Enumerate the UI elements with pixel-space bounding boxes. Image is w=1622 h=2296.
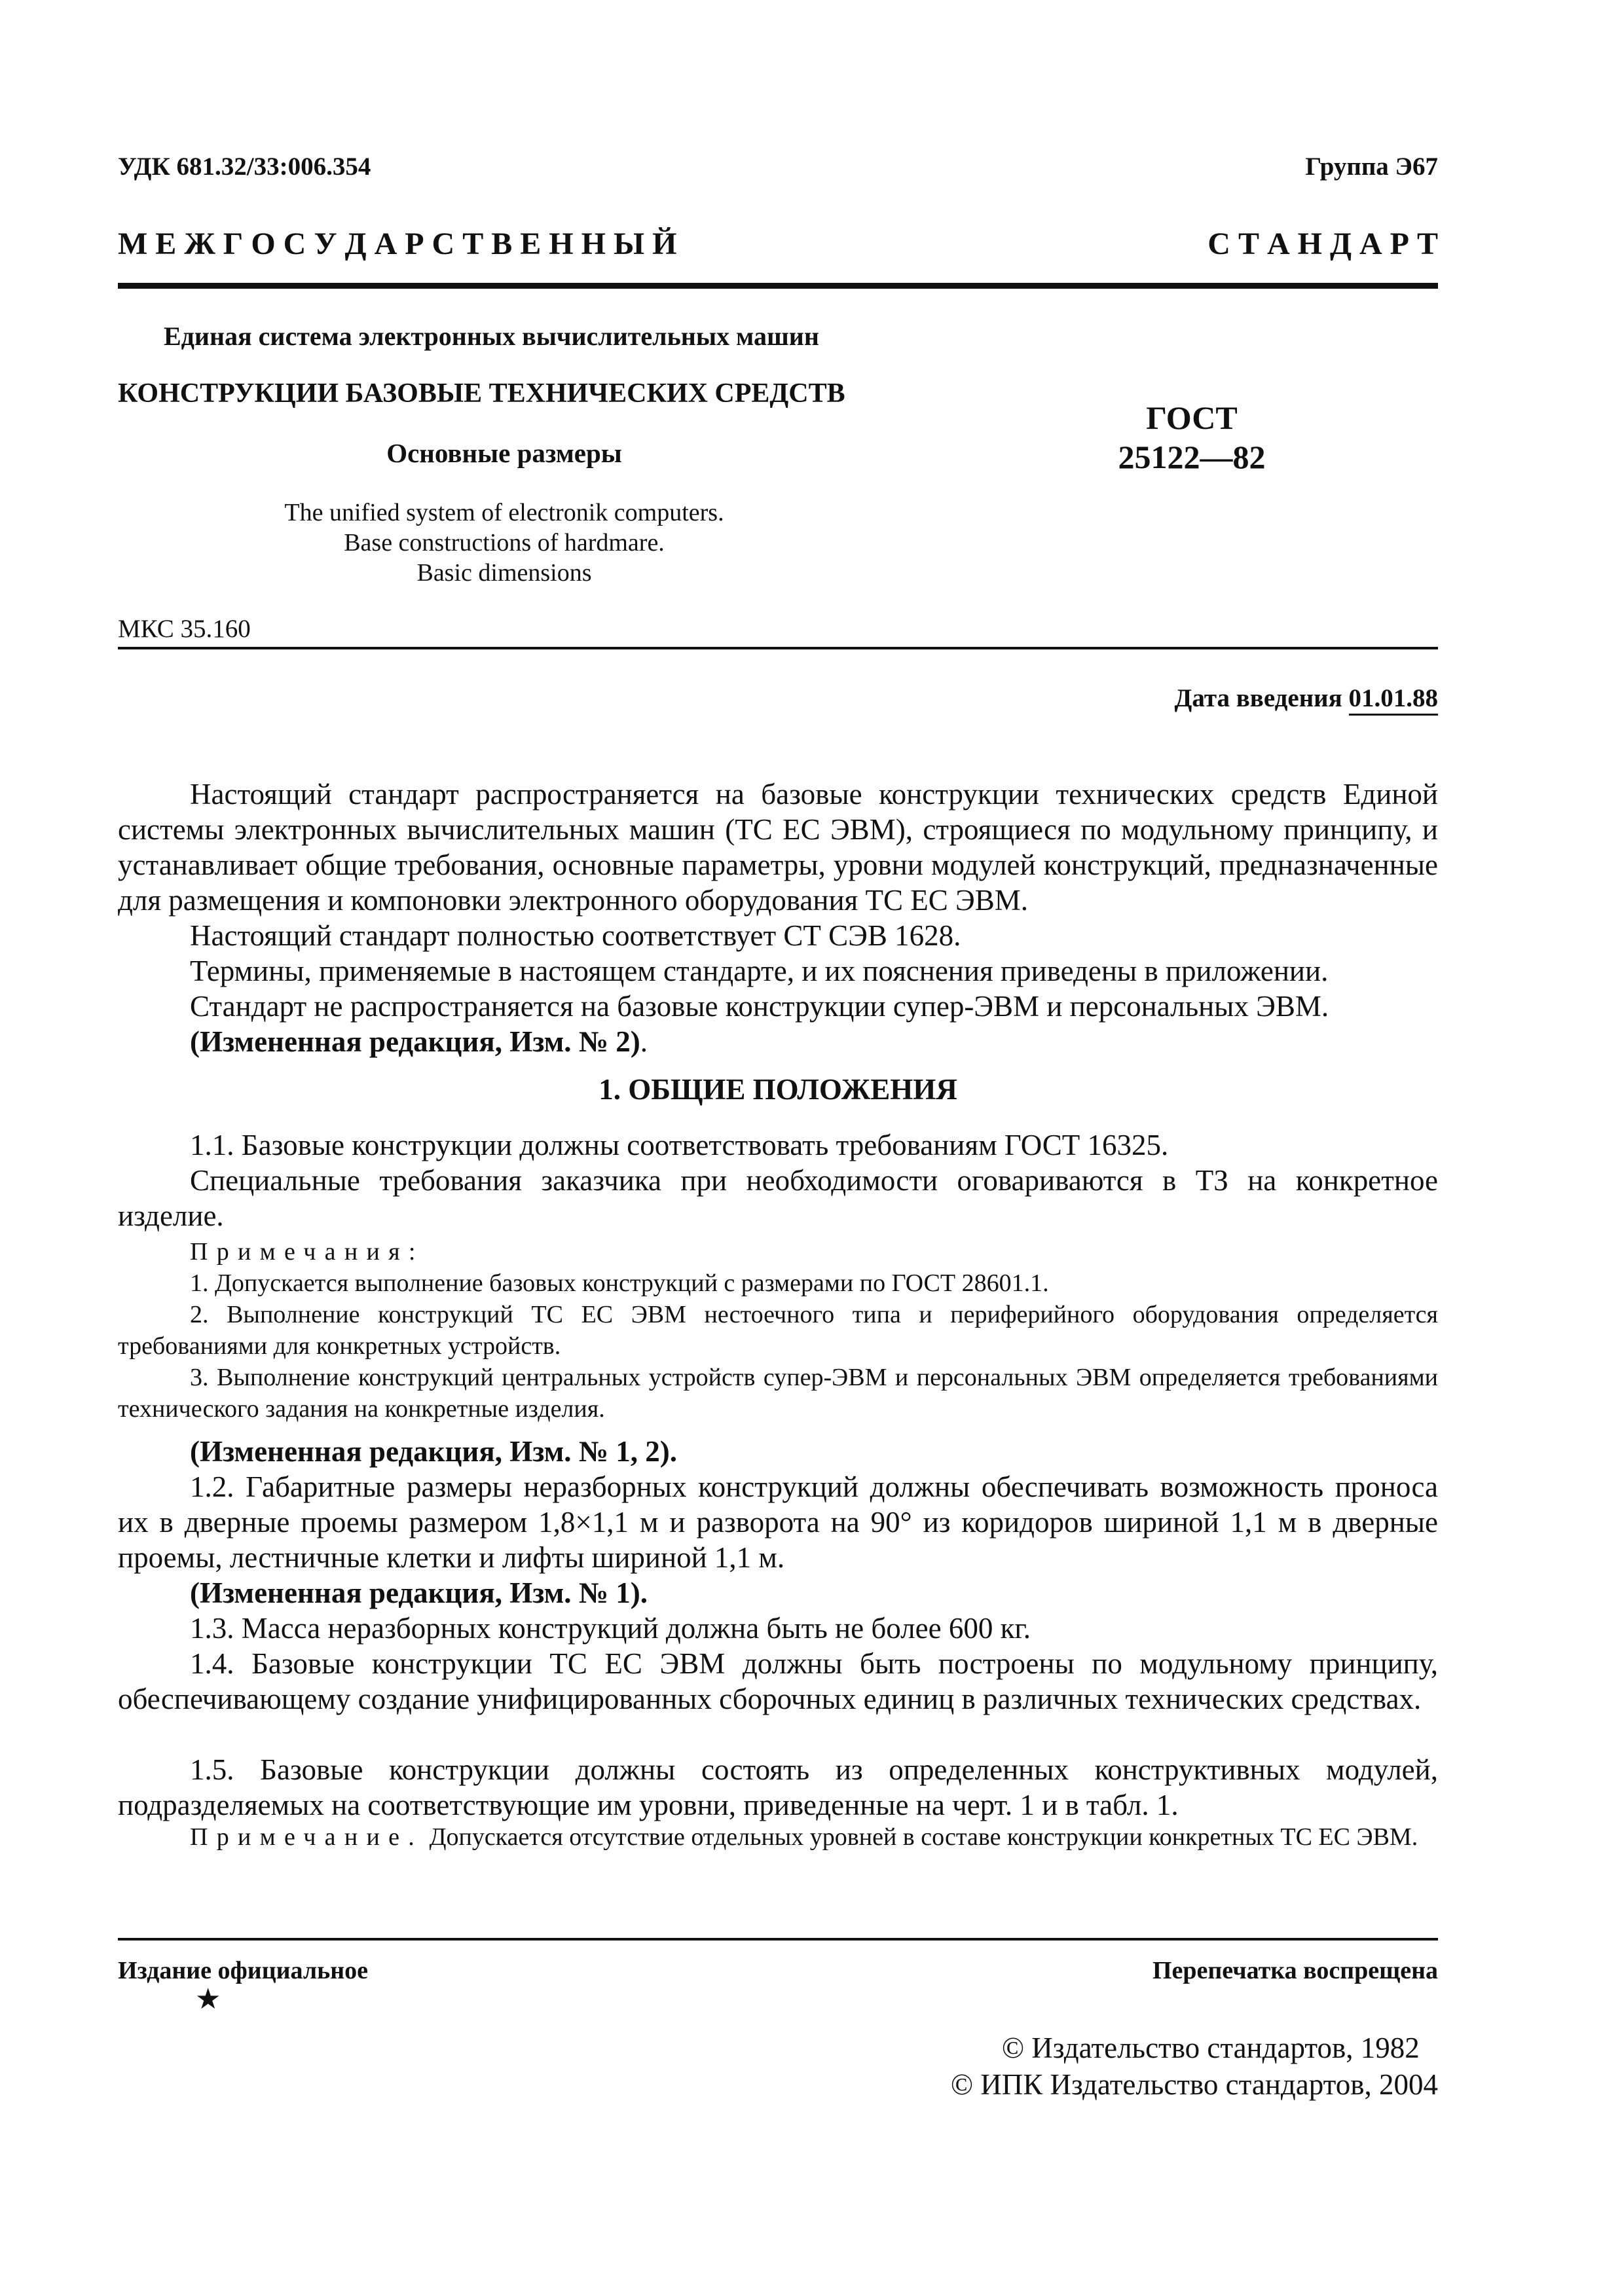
clause-1-1-paragraph: Специальные требования заказчика при необходимости оговариваются в ТЗ на конкретное изделие.	[118, 1164, 1438, 1232]
title-rule	[118, 647, 1438, 649]
group-code: Группа Э67	[1305, 153, 1438, 181]
introduction-date	[1175, 683, 1438, 713]
copyright-line: © ИПК Издательство стандартов, 2004	[950, 2068, 1438, 2101]
mks-code: МКС 35.160	[118, 615, 251, 643]
change-note-tail: .	[640, 1025, 648, 1058]
gost-number: 25122—82	[1118, 439, 1266, 475]
udk-code: УДК 681.32/33:006.354	[118, 153, 371, 181]
intro-paragraph: Стандарт не распространяется на базовые конструкции супер-ЭВМ и персональных ЭВМ.	[190, 990, 1329, 1023]
change-note: (Измененная редакция, Изм. № 1).	[190, 1576, 648, 1609]
intro-paragraph: Термины, применяемые в настоящем стандарте, и их пояснения приведены в приложении.	[190, 955, 1329, 987]
star-icon: ★	[195, 1983, 221, 2015]
date-label: Дата введения	[1174, 684, 1342, 712]
gost-label: ГОСТ	[1146, 399, 1238, 436]
reprint-notice: Перепечатка воспрещена	[1152, 1957, 1438, 1984]
notes-title: Примечания:	[190, 1238, 424, 1266]
copyright-line: © Издательство стандартов, 1982	[1001, 2032, 1420, 2064]
clause-1-5: 1.5. Базовые конструкции должны состоять из определенных конструктивных модулей, подразделяемых на соответствующие им уровни, приведенные на черт. 1 и в табл. 1.	[118, 1753, 1438, 1821]
english-title-line: Base constructions of hardmare.	[344, 529, 665, 556]
standard-label: С Т А Н Д А Р Т	[1207, 227, 1438, 261]
clause-1-3: 1.3. Масса неразборных конструкций должна быть не более 600 кг.	[190, 1612, 1031, 1645]
clause-1-2: 1.2. Габаритные размеры неразборных конструкций должны обеспечивать возможность проноса их в дверные проемы размером 1,8×1,1 м и разворота на 90° из коридоров шириной 1,1 м в дверные проемы, лестничные клетки и лифты шириной 1,1 м.	[118, 1470, 1438, 1574]
clause-1-1: 1.1. Базовые конструкции должны соответствовать требованиям ГОСТ 16325.	[190, 1129, 1169, 1161]
change-note	[118, 1024, 1438, 1059]
english-title	[118, 498, 891, 588]
interstate-label: М Е Ж Г О С У Д А Р С Т В Е Н Н Ы Й	[118, 227, 677, 261]
note-label: Примечание.	[190, 1823, 424, 1851]
change-note: (Измененная редакция, Изм. № 1, 2).	[190, 1435, 678, 1468]
note-item: 2. Выполнение конструкций ТС ЕС ЭВМ нестоечного типа и периферийного оборудования определяется требованиями для конкретных устройств.	[118, 1301, 1438, 1360]
section-heading: 1. ОБЩИЕ ПОЛОЖЕНИЯ	[599, 1073, 957, 1106]
change-note-text: (Измененная редакция, Изм. № 2)	[190, 1025, 640, 1058]
system-title: Единая система электронных вычислительных машин	[164, 321, 819, 351]
single-note	[118, 1821, 1438, 1853]
main-title: КОНСТРУКЦИИ БАЗОВЫЕ ТЕХНИЧЕСКИХ СРЕДСТВ	[118, 378, 845, 409]
date-value: 01.01.88	[1349, 684, 1439, 716]
footer-rule	[118, 1938, 1438, 1941]
note-item: 3. Выполнение конструкций центральных устройств супер-ЭВМ и персональных ЭВМ определяется требованиями технического задания на конкретные изделия.	[118, 1364, 1438, 1423]
intro-paragraph: Настоящий стандарт распространяется на базовые конструкции технических средств Единой системы электронных вычислительных машин (ТС ЕС ЭВМ), строящиеся по модульному принципу, и устанавливает общие требования, основные параметры, уровни модулей конструкций, предназначенные для размещения и компоновки электронного оборудования ТС ЕС ЭВМ.	[118, 778, 1438, 917]
english-title-line: The unified system of electronik computers.	[284, 499, 724, 526]
english-title-line: Basic dimensions	[416, 559, 592, 587]
note-item: 1. Допускается выполнение базовых конструкций с размерами по ГОСТ 28601.1.	[190, 1269, 1049, 1297]
note-text: Допускается отсутствие отдельных уровней в составе конструкции конкретных ТС ЕС ЭВМ.	[423, 1823, 1418, 1851]
gost-designation	[1074, 398, 1310, 477]
copyright-block	[951, 2030, 1438, 2103]
official-edition: Издание официальное	[118, 1957, 369, 1984]
subtitle: Основные размеры	[386, 438, 622, 468]
clause-1-4: 1.4. Базовые конструкции ТС ЕС ЭВМ должны быть построены по модульному принципу, обеспечивающему создание унифицированных сборочных единиц в различных технических средствах.	[118, 1647, 1438, 1715]
header-rule	[118, 283, 1438, 289]
intro-paragraph: Настоящий стандарт полностью соответствует СТ СЭВ 1628.	[190, 919, 961, 952]
